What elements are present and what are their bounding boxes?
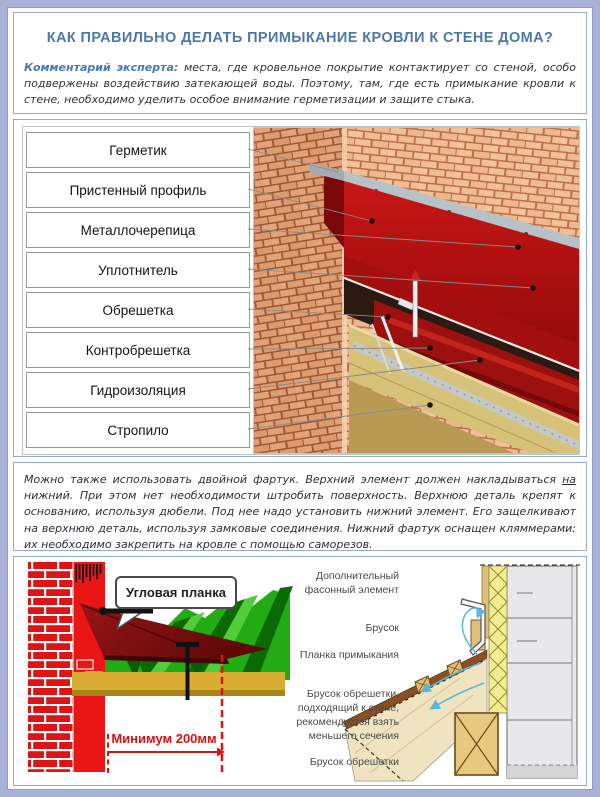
label-pristennyj [26, 172, 250, 208]
label-brusok-obreshetki: Брусок обрешетки [309, 756, 399, 768]
dimension-label: Минимум 200мм [111, 731, 217, 746]
label-text: Пристенный профиль [69, 182, 207, 198]
label-text: Гидроизоляция [90, 382, 186, 398]
label-text: Стропило [107, 422, 169, 438]
wall-flashing-render [253, 127, 580, 454]
label-germetik [26, 132, 250, 168]
body-part2: нижний. При этом нет необходимости штробить поверхность. Верхнюю деталь крепят к основанию, используя дюбели. Под нее надо установить нижний элемент. Его защелкивают на верхнюю деталь, используя замковые соединения. Нижний фартук оснащен кляммерами: их необходимо закрепить на кровле с помощью саморезов. [24, 489, 576, 551]
title-section [13, 12, 587, 114]
label-brusok-obreshetki-stena: Брусок обрешетки, подходящий к стене, рекомендуется взять меньшего сечения [296, 688, 399, 743]
label-text: Обрешетка [102, 302, 174, 318]
label-gidroizolyaciya [26, 372, 250, 408]
label-text: Уплотнитель [98, 262, 178, 278]
body-text-section [13, 462, 587, 551]
main-diagram-section [13, 119, 587, 457]
corner-plank-callout-text: Угловая планка [126, 585, 226, 600]
label-text: Контробрешетка [85, 342, 191, 358]
corner-plank-callout [115, 576, 237, 609]
body-underlined-word: на [562, 473, 576, 486]
label-text: Герметик [109, 142, 167, 158]
expert-comment-lead: Комментарий эксперта: [24, 61, 179, 74]
abutment-section-diagram [295, 563, 585, 785]
label-planka-primykaniya: Планка примыкания [299, 649, 399, 661]
label-brusok: Брусок [365, 622, 399, 634]
wall-flashing-svg [254, 128, 579, 453]
label-additional-element: Дополнительный фасонный элемент [304, 570, 399, 597]
label-metallocherepica [26, 212, 250, 248]
page-title: КАК ПРАВИЛЬНО ДЕЛАТЬ ПРИМЫКАНИЕ КРОВЛИ К СТЕНЕ ДОМА? [46, 30, 554, 46]
label-stropilo [26, 412, 250, 448]
body-part1: Можно также использовать двойной фартук. Верхний элемент должен накладываться [24, 473, 563, 486]
label-obreshetka [26, 292, 250, 328]
expert-comment-text: места, где кровельное покрытие контактирует со стеной, особо подвержены воздействию затекающей воды. Поэтому, там, где есть примыкание кровли к стене, необходимо уделить особое внимание герметизации и защите стыка. [24, 61, 576, 106]
corner-flashing-diagram [25, 562, 295, 790]
bottom-diagrams-section [13, 556, 587, 786]
label-text: Металлочерепица [80, 222, 196, 238]
expert-comment [24, 60, 576, 108]
label-kontrobreshetka [26, 332, 250, 368]
body-paragraph [24, 472, 576, 553]
label-uplotnitel [26, 252, 250, 288]
